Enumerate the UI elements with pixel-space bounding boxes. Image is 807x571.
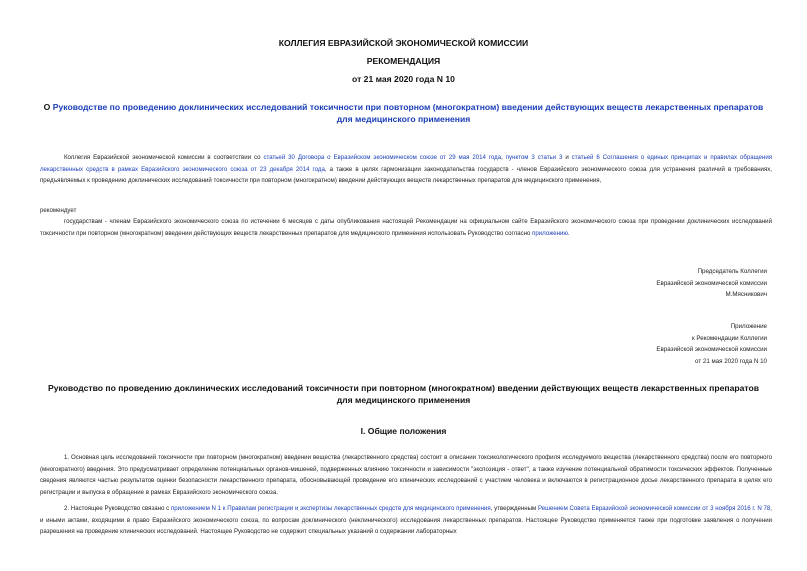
signature-organization: Евразийской экономической комиссии: [656, 279, 767, 287]
intro-text-3: и: [562, 154, 572, 161]
signature-position: Председатель Коллегии: [697, 268, 767, 275]
council-decision-78-link[interactable]: Решением Совета Евразийской экономической комиссии от 3 ноября 2016 г. N 78: [537, 505, 771, 512]
rec-text-1: государствам - членам Евразийского экономического союза по истечении 6 месяцев с даты опубликования настоящей Рекомендации на официальном сайте Евразийского экономического союза при проведении доклинических исследований токсичности при повторном (многократном) введении действующих веществ лекарственных препаратов для медицинского применения использовать Руководство согласно: [40, 218, 772, 237]
treaty-article-30-link[interactable]: статьей 30 Договора о Евразийском экономическом союзе от 29 мая 2014 года: [263, 154, 502, 161]
intro-text-1: Коллегия Евразийской экономической комиссии в соответствии со: [64, 154, 264, 161]
intro-text-4: , а также в целях гармонизации законодательства государств - членов Евразийского экономического союза для устранения различий в требованиях, предъявляемых к проведению доклинических исследований токсичности при повторном (многократном) введении действующих веществ лекарственных препаратов для медицинского применения,: [40, 165, 772, 184]
recommends-word: рекомендует: [40, 207, 77, 214]
clause-3-article-3-link[interactable]: пунктом 3 статьи 3: [505, 154, 563, 161]
registration-rules-appendix-link[interactable]: приложением N 1 к Правилам регистрации и экспертизы лекарственных средств для медицинского применения: [170, 505, 491, 512]
document-type: РЕКОМЕНДАЦИЯ: [366, 56, 441, 66]
appendix-ref-line-2: к Рекомендации Коллегии: [691, 334, 767, 342]
signature-block: [656, 266, 767, 301]
appendix-reference: [656, 321, 767, 367]
para2-text-3: , и иными актами, входящими в право Евразийского экономического союза, по вопросам доклинического (неклинического) исследования лекарственных препаратов. Настоящее Руководство применяется также при подготовке заявления о получении разрешения на проведение клинических исследований. Настоящее Руководство не содержит специальных указаний о содержании лабораторных: [40, 505, 772, 535]
para2-text-2: , утвержденным: [490, 505, 538, 512]
intro-text-2: ,: [501, 154, 506, 161]
section-1-title: I. Общие положения: [360, 426, 447, 436]
paragraph-2: [40, 503, 772, 538]
document-title: [40, 101, 767, 125]
signature-name: М.Мясникович: [725, 291, 767, 298]
title-prefix: О: [43, 102, 53, 112]
rec-text-2: .: [567, 229, 570, 237]
appendix-link[interactable]: приложению: [532, 229, 568, 237]
appendix-ref-line-3: Евразийской экономической комиссии: [656, 346, 767, 353]
para2-text-1: 2. Настоящее Руководство связано с: [64, 505, 171, 512]
appendix-ref-line-1: Приложение: [730, 323, 767, 330]
paragraph-1: 1. Основная цель исследований токсичности при повторном (многократном) введении вещества (лекарственного средства) состоит в описании токсикологического профиля исследуемого вещества (лекарственного средства) после его повторного (многократного) введения. Это предусматривает определение потенциальных органов-мишеней, подверженных влиянию токсичности и зависимости "экспозиция - ответ", а также изучение потенциальной обратимости токсических эффектов. Полученные сведения являются частью результатов оценки безопасности лекарственного препарата, обосновывающей проведение его клинических исследований с участием человека и включаются в регистрационное досье лекарственного препарата в целях его регистрации и выпуска в обращение в рамках Евразийского экономического союза.: [40, 454, 772, 496]
appendix-ref-line-4: от 21 мая 2020 года N 10: [695, 357, 767, 365]
agreement-article-6-link[interactable]: статьей 6 Соглашения о единых принципах и правилах обращения лекарственных средств в рамках Евразийского экономического союза от 23 декабря 2014 года: [40, 154, 773, 173]
title-link[interactable]: Руководстве по проведению доклинических исследований токсичности при повторном (многократном) введении действующих веществ лекарственных препаратов для медицинского применения: [52, 102, 764, 124]
intro-paragraph: [40, 152, 772, 187]
issuing-body: КОЛЛЕГИЯ ЕВРАЗИЙСКОЙ ЭКОНОМИЧЕСКОЙ КОМИССИИ: [278, 38, 529, 48]
guide-title: Руководство по проведению доклинических исследований токсичности при повторном (многократном) введении действующих веществ лекарственных препаратов для медицинского применения: [47, 383, 760, 405]
document-date-number: от 21 мая 2020 года N 10: [352, 74, 455, 84]
recommendation-paragraph: [40, 216, 772, 239]
